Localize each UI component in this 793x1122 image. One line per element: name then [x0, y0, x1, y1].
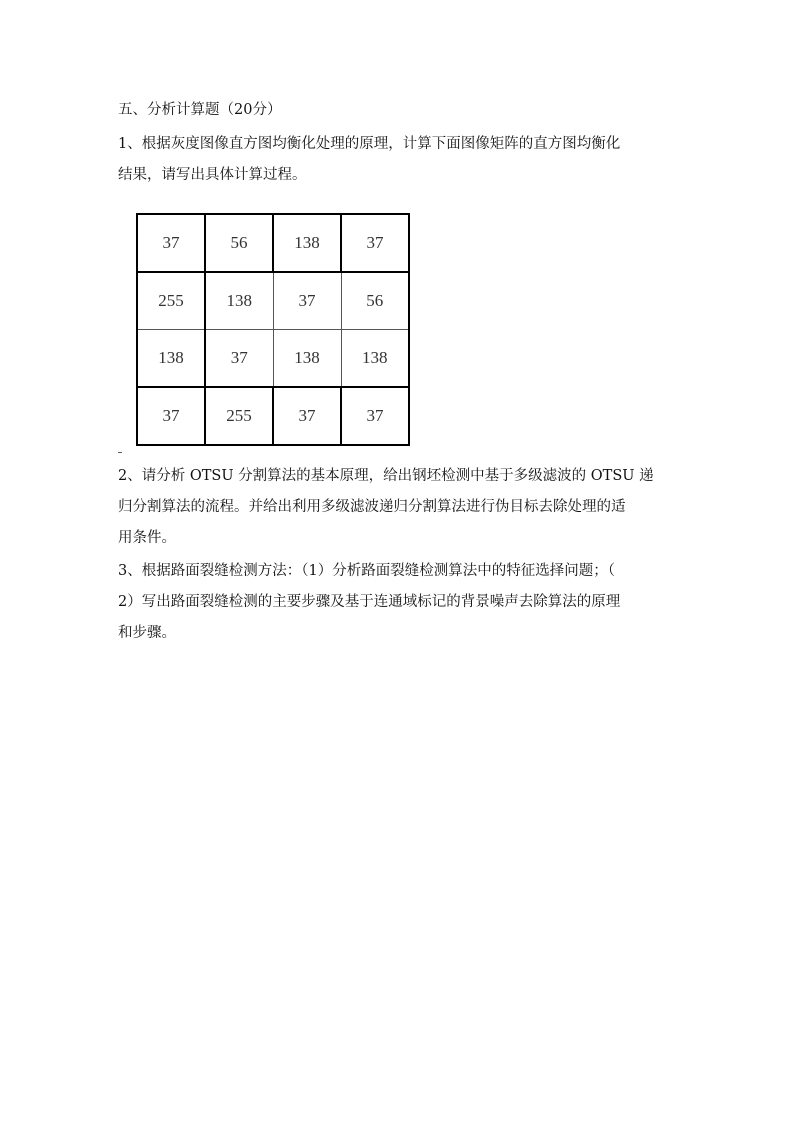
matrix-cell: 255	[137, 272, 205, 330]
matrix-cell: 56	[205, 214, 273, 272]
question-2-line-3: 用条件。	[118, 530, 176, 546]
matrix-cell: 138	[205, 272, 273, 330]
question-3-line-1: 3、根据路面裂缝检测方法：（1）分析路面裂缝检测算法中的特征选择问题；（	[118, 563, 615, 579]
matrix-cell: 37	[341, 387, 409, 445]
question-2-line-1: 2、请分析 OTSU 分割算法的基本原理，给出钢坯检测中基于多级滤波的 OTSU 递	[118, 468, 654, 484]
matrix-cell: 56	[341, 272, 409, 330]
matrix-cell: 37	[137, 387, 205, 445]
matrix-cell: 37	[273, 387, 341, 445]
question-1-line-2: 结果，请写出具体计算过程。	[118, 167, 307, 183]
matrix-row	[137, 387, 409, 445]
section-title: 五、分析计算题（20分）	[118, 102, 282, 118]
matrix-row	[137, 272, 409, 330]
matrix-cell: 37	[273, 272, 341, 330]
matrix-row	[137, 330, 409, 388]
matrix-cell: 37	[205, 330, 273, 388]
question-3-line-2: 2）写出路面裂缝检测的主要步骤及基于连通域标记的背景噪声去除算法的原理	[118, 594, 621, 610]
matrix-cell: 37	[137, 214, 205, 272]
matrix-row	[137, 214, 409, 272]
matrix-cell: 138	[341, 330, 409, 388]
image-matrix-table	[136, 213, 410, 446]
matrix-cell: 138	[273, 214, 341, 272]
matrix-cell: 138	[273, 330, 341, 388]
question-2-line-2: 归分割算法的流程。并给出利用多级滤波递归分割算法进行伪目标去除处理的适	[118, 499, 626, 515]
table-anchor-mark	[118, 452, 122, 453]
matrix-cell: 255	[205, 387, 273, 445]
matrix-cell: 37	[341, 214, 409, 272]
matrix-cell: 138	[137, 330, 205, 388]
question-3-line-3: 和步骤。	[118, 625, 176, 641]
question-1-line-1: 1、根据灰度图像直方图均衡化处理的原理，计算下面图像矩阵的直方图均衡化	[118, 136, 621, 152]
